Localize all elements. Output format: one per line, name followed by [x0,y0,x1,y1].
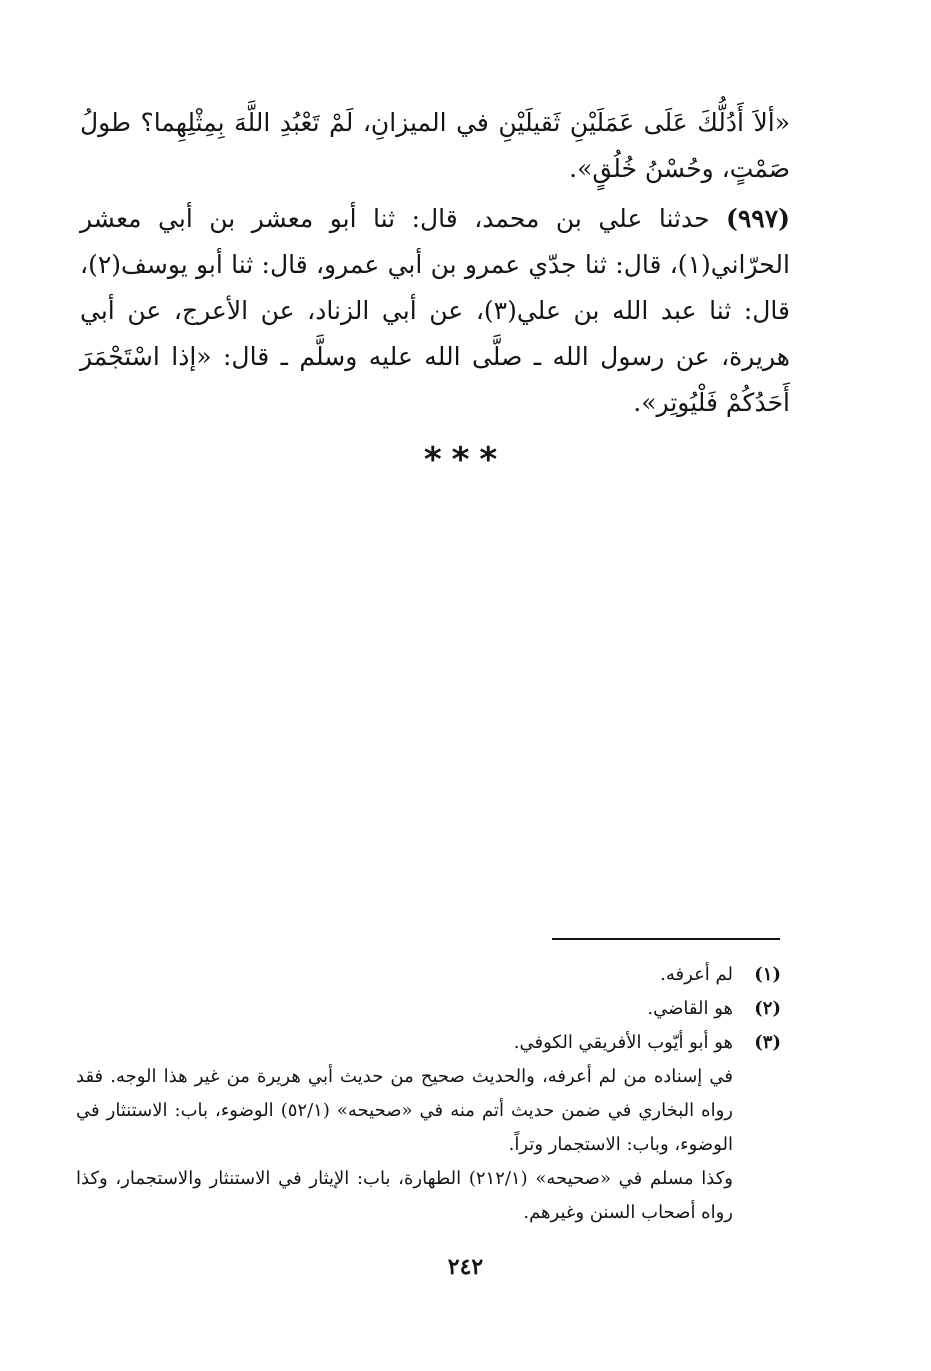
footnotes [76,958,781,1230]
footnote-3 [76,1026,781,1230]
hadith-paragraph [80,196,790,426]
footnote-1 [76,958,781,992]
footnote-divider [552,938,780,940]
page-number: ٢٤٢ [447,1254,484,1280]
footnote-text-continuation: وكذا مسلم في «صحيحه» (٢١٢/١) الطهارة، باب: الإيثار في الاستنثار والاستجمار، وكذا رواه أصحاب السنن وغيرهم. [76,1168,733,1223]
hadith-number: (٩٩٧) [726,204,790,233]
footnote-number: (١) [754,964,781,985]
footnote-2 [76,992,781,1026]
footnote-number: (٢) [754,998,781,1019]
footnote-text: هو أبو أيّوب الأفريقي الكوفي. [513,1032,733,1053]
footnote-text: هو القاضي. [647,998,733,1019]
footnote-text: لم أعرفه. [660,964,733,985]
hadith-text: حدثنا علي بن محمد، قال: ثنا أبو معشر بن أبي معشر الحرّاني(١)، قال: ثنا جدّي عمرو بن أبي عمرو، قال: ثنا أبو يوسف(٢)، قال: ثنا عبد الله بن علي(٣)، عن أبي الزناد، عن الأعرج، عن أبي هريرة، عن رسول الله ـ صلَّى الله عليه وسلَّم ـ قال: «إذا اسْتَجْمَرَ أَحَدُكُمْ فَلْيُوتِر». [80,204,791,417]
footnote-text-continuation: في إسناده من لم أعرفه، والحديث صحيح من حديث أبي هريرة من غير هذا الوجه. فقد رواه البخاري في ضمن حديث أتم منه في «صحيحه» (٥٢/١) الوضوء، باب: الاستنثار في الوضوء، وباب: الاستجمار وتراً. [76,1066,733,1155]
footnote-number: (٣) [754,1032,781,1053]
hadith-quote-continuation: «ألاَ أَدُلُّكَ عَلَى عَمَلَيْنِ ثَقيلَيْنِ في الميزانِ، لَمْ تَعْبُدِ اللَّهَ بِمِثْلِهِما؟ طولُ صَمْتٍ، وحُسْنُ خُلُقٍ». [80,108,790,183]
section-separator: *** [423,440,508,480]
main-text-block [80,100,790,426]
